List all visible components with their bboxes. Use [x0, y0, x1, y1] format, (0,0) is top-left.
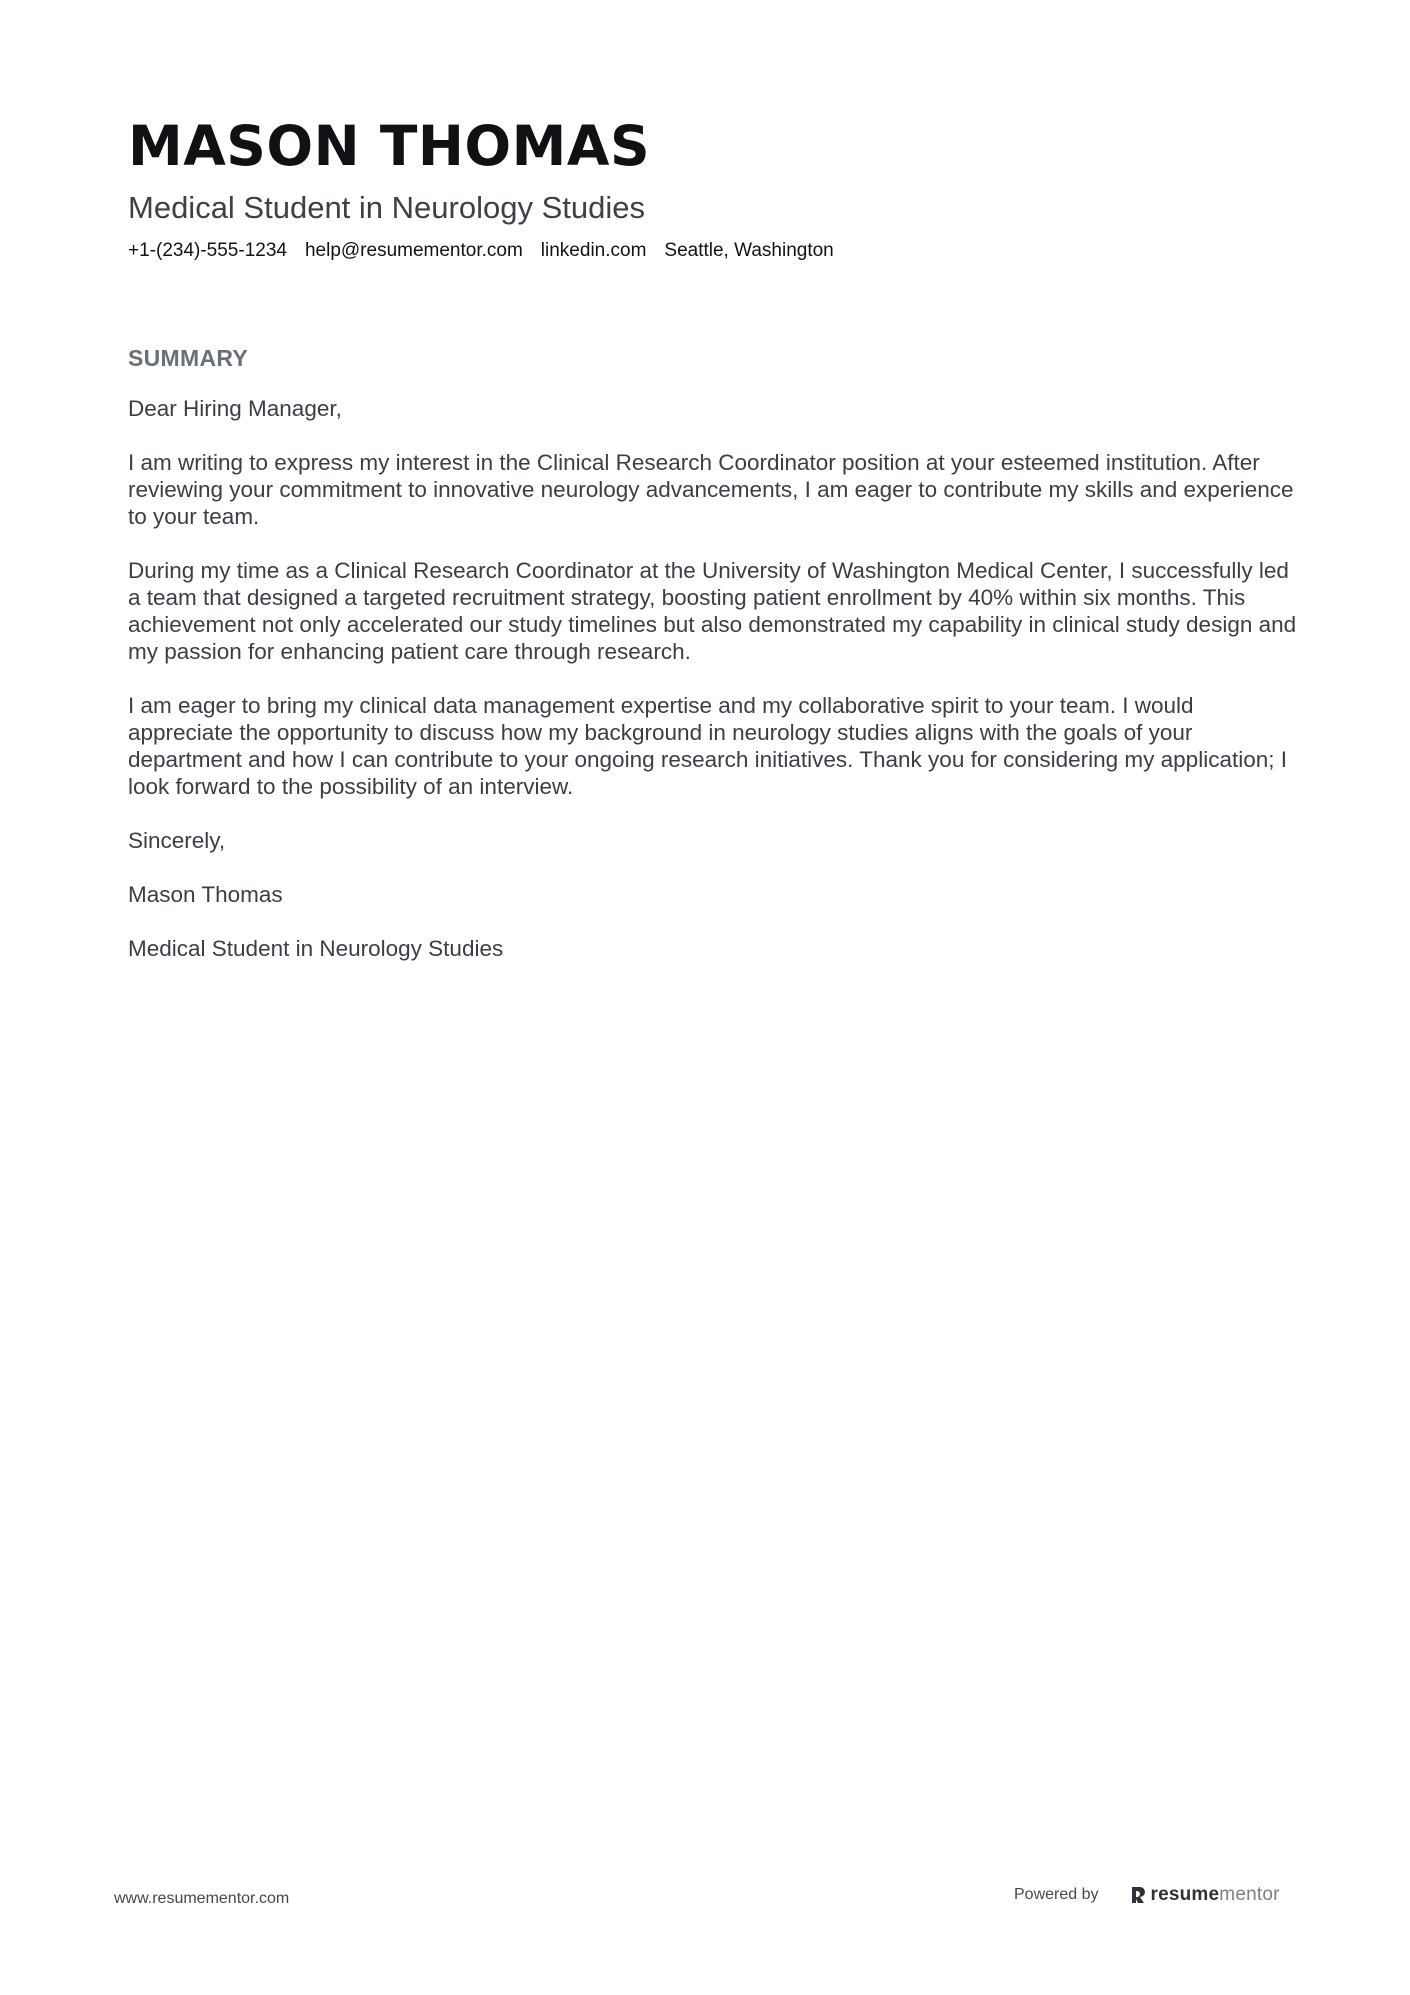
resumementor-logo-icon — [1129, 1885, 1147, 1905]
powered-by-label: Powered by — [1014, 1886, 1099, 1903]
closing: Sincerely, — [128, 828, 226, 853]
section-heading: SUMMARY — [128, 345, 249, 371]
brand-name-part2: mentor — [1219, 1884, 1280, 1905]
salutation: Dear Hiring Manager, — [128, 396, 342, 421]
letter-body — [128, 395, 1298, 962]
header — [128, 108, 1288, 264]
signature-name: Mason Thomas — [128, 882, 283, 907]
footer-website: www.resumementor.com — [114, 1890, 290, 1907]
brand-name-part1: resume — [1150, 1884, 1220, 1905]
contact-line — [128, 238, 1288, 264]
paragraph: I am eager to bring my clinical data management expertise and my collaborative spirit to your team. I would appreciate the opportunity to discuss how my background in neurology studies aligns with the goals of your department and how I can contribute to your ongoing research initiatives. Thank you for considering my application; I look forward to the possibility of an interview. — [128, 693, 1287, 799]
contact-location: Seattle, Washington — [664, 240, 834, 261]
paragraph: I am writing to express my interest in the Clinical Research Coordinator position at your esteemed institution. After reviewing your commitment to innovative neurology advancements, I am eager to contribute my skills and experience to your team. — [128, 450, 1294, 529]
candidate-title: Medical Student in Neurology Studies — [128, 190, 645, 225]
signature-title: Medical Student in Neurology Studies — [128, 936, 504, 961]
contact-phone: +1-(234)-555-1234 — [128, 240, 287, 261]
contact-email: help@resumementor.com — [304, 240, 523, 261]
summary-section — [128, 341, 1298, 989]
contact-linkedin: linkedin.com — [540, 240, 647, 261]
candidate-name: MASON THOMAS — [128, 114, 651, 178]
footer-branding — [1014, 1884, 1280, 1906]
brand-logo — [1129, 1884, 1280, 1906]
paragraph: During my time as a Clinical Research Coordinator at the University of Washington Medical Center, I successfully led a team that designed a targeted recruitment strategy, boosting patient enrollment by 40% within six months. This achievement not only accelerated our study timelines but also demonstrated my capability in clinical study design and my passion for enhancing patient care through research. — [128, 558, 1297, 664]
